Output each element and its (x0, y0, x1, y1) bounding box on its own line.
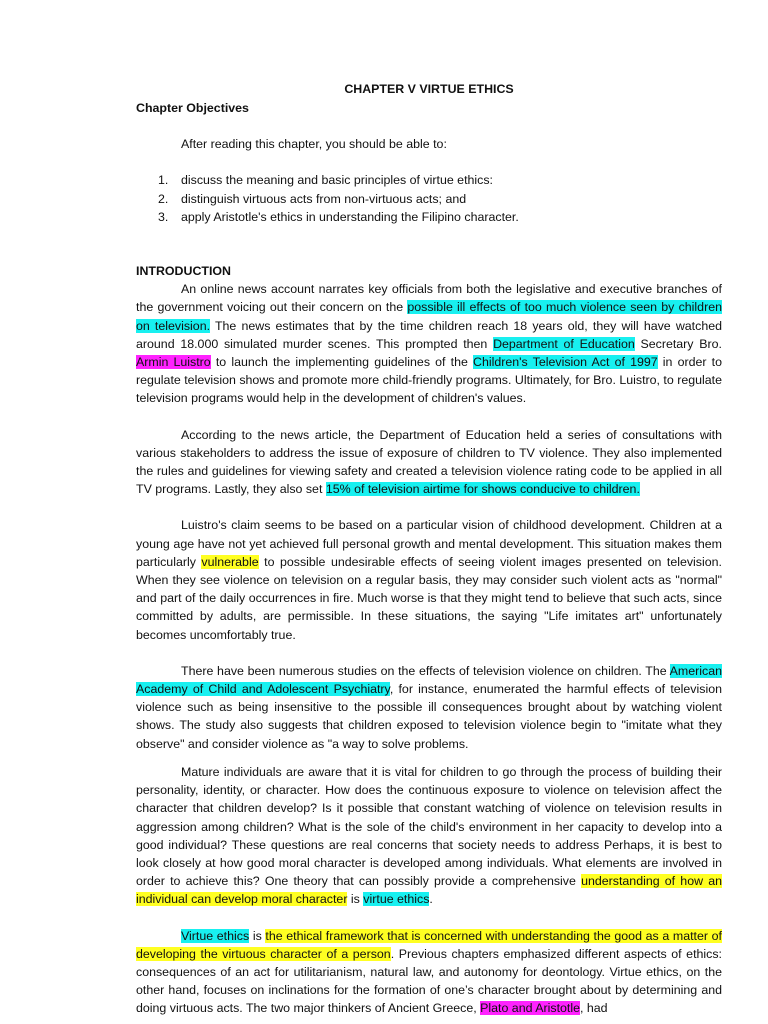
objectives-heading: Chapter Objectives (136, 101, 249, 115)
highlight-cyan: Children's Television Act of 1997 (473, 355, 658, 370)
paragraph-gap (136, 498, 722, 516)
highlight-cyan: 15% of television airtime for shows conducive to children. (325, 482, 640, 497)
text-run: According to the news article, the Department of Education held a series of consultations with various stakeholders to address the issue of exposure of children to TV violence. They also implemented the rules and guidelines for viewing safety and created a television violence rating code to be applied in all TV programs. Lastly, they also set (136, 427, 722, 497)
highlight-yellow: the ethical framework that is concerned with understanding the good as a matter of developing the virtuous character of a person (136, 928, 722, 961)
paragraph-1 (136, 280, 722, 407)
text-run: is (347, 892, 364, 907)
highlight-cyan: possible ill effects of too much violence seen by children on television. (136, 300, 722, 333)
objective-item (136, 190, 722, 208)
objective-number: 3. (158, 209, 169, 224)
highlight-magenta: Armin Luistro (136, 355, 211, 370)
text-run: , had (580, 1001, 608, 1016)
objectives-intro: After reading this chapter, you should be able to: (181, 137, 447, 152)
paragraph-gap (136, 408, 722, 426)
text-run: is (249, 928, 266, 943)
highlight-magenta: Plato and Aristotle (480, 1001, 580, 1016)
paragraph-3 (136, 516, 722, 643)
highlight-yellow: understanding of how an individual can develop moral character (136, 874, 722, 907)
paragraph-gap (136, 753, 722, 763)
objective-text: apply Aristotle's ethics in understanding the Filipino character. (181, 209, 519, 224)
highlight-yellow: vulnerable (201, 554, 259, 569)
text-run: Mature individuals are aware that it is vital for children to go through the process of building their personality, identity, or character. How does the continuous exposure to violence on television affect the character that children develop? Is it possible that constant watching of violence on television results in aggression among children? What is the sole of the child's environment in her capacity to develop into a good individual? These questions are real concerns that society needs to address Perhaps, it is best to look closely at how good moral character is developed among individuals. What elements are involved in order to achieve this? One theory that can possibly provide a comprehensive (136, 764, 722, 889)
objective-text: distinguish virtuous acts from non-virtuous acts; and (181, 191, 467, 206)
paragraph-gap (136, 644, 722, 662)
paragraph-4 (136, 662, 722, 753)
objective-text: discuss the meaning and basic principles of virtue ethics: (181, 173, 493, 188)
text-run: in order to regulate television shows and promote more child-friendly programs. Ultimately, for Bro. Luistro, to regulate television programs would help in the development of children's values. (136, 355, 722, 406)
objective-number: 2. (158, 191, 169, 206)
chapter-title: CHAPTER V VIRTUE ETHICS (344, 82, 514, 96)
text-run: to possible undesirable effects of seeing violent images presented on television. When they see violence on television on a regular basis, they may consider such violent acts as "normal" and part of the daily occurrences in fire. Much worse is that they might tend to believe that such acts, since committed by adults, are permissible. In these situations, the saying "Life imitates art" unfortunately becomes uncomfortably true. (136, 554, 722, 642)
highlight-cyan: Department of Education (493, 336, 635, 351)
text-run: An online news account narrates key officials from both the legislative and executive branches of the government voicing out their concern on the (136, 282, 722, 315)
text-run: Secretary Bro. (634, 336, 722, 351)
introduction-heading: INTRODUCTION (136, 264, 231, 279)
highlight-cyan: virtue ethics (363, 892, 430, 907)
paragraph-2 (136, 426, 722, 499)
objectives-list (136, 171, 722, 226)
highlight-cyan: American Academy of Child and Adolescent Psychiatry (136, 663, 722, 697)
text-run: . Previous chapters emphasized different aspects of ethics: consequences of an act for utilitarianism, natural law, and autonomy for deontology. Virtue ethics, on the other hand, focuses on inclinations for the formation of one’s character brought about by determining and doing virtuous acts. The two major thinkers of Ancient Greece, (136, 946, 722, 1016)
highlight-cyan: Virtue ethics (181, 928, 250, 943)
text-run: , for instance, enumerated the harmful effects of television violence such as being insensitive to the possible ill consequences brought about by watching violent shows. The study also suggests that children exposed to television violence begin to "imitate what they observe" and consider violence as "a way to solve problems. (136, 682, 722, 751)
objective-item (136, 208, 722, 226)
text-run: . (429, 892, 433, 907)
paragraph-6 (136, 927, 722, 1018)
objective-item (136, 171, 722, 189)
text-run: to launch the implementing guidelines of the (210, 355, 474, 370)
text-run: Luistro's claim seems to be based on a particular vision of childhood development. Children at a young age have not yet achieved full personal growth and mental development. This situation makes them particularly (136, 518, 722, 569)
paragraph-5 (136, 763, 722, 909)
objective-number: 1. (158, 173, 169, 188)
text-run: There have been numerous studies on the effects of television violence on children. The (181, 663, 670, 678)
document-body (136, 80, 722, 1018)
text-run: The news estimates that by the time children reach 18 years old, they will have watched around 18.000 simulated murder scenes. This prompted then (136, 318, 722, 351)
paragraph-gap (136, 909, 722, 927)
